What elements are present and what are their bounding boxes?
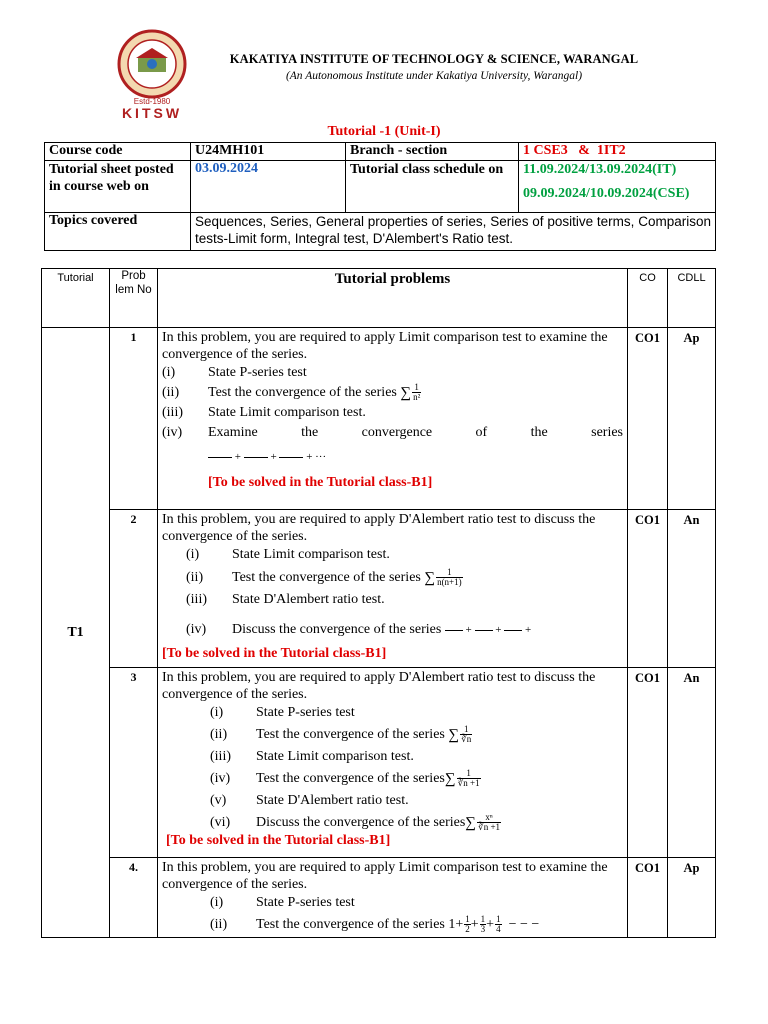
schedule-cse: 09.09.2024/10.09.2024(CSE): [523, 186, 690, 201]
course-code-label: Course code: [45, 143, 191, 161]
problem-number: 3: [110, 668, 158, 858]
problem-item: (iv) Test the convergence of the series ∑ $\frac{1}{∛n +1}$: [210, 768, 480, 788]
problem-number: 4.: [110, 858, 158, 938]
institute-header: [210, 52, 658, 82]
logo-estd: Estd-1980: [133, 97, 171, 106]
col-problem-no: Prob lem No: [110, 269, 158, 328]
problem-item: (i) State Limit comparison test.: [186, 547, 390, 562]
col-tutorial: Tutorial: [42, 269, 110, 328]
problem-item: (iv) Discuss the convergence of the series + + +: [186, 622, 532, 637]
problem-intro: In this problem, you are required to apply Limit comparison test to examine the convergence of the series.: [162, 330, 608, 362]
problem-item: (iv) Examine the convergence of the series: [162, 425, 623, 440]
schedule-label: Tutorial class schedule on: [346, 161, 519, 213]
problems-table: [41, 268, 716, 938]
problem-row-2: [42, 510, 716, 668]
tutorial-title: Tutorial -1 (Unit-I): [327, 124, 441, 139]
cdll-value: Ap: [668, 328, 716, 510]
solve-note: [To be solved in the Tutorial class-B1]: [162, 646, 387, 661]
posted-label: Tutorial sheet posted in course web on: [45, 161, 191, 213]
problem-body: [158, 668, 628, 858]
problem-body: [158, 858, 628, 938]
co-value: CO1: [628, 510, 668, 668]
problem-item: (v) State D'Alembert ratio test.: [210, 793, 409, 808]
branch-value: 1 CSE3 & 1IT2: [519, 143, 716, 161]
topics-value: Sequences, Series, General properties of series, Series of positive terms, Comparison tests-Limit form, Integral test, D'Alembert's Ratio test.: [191, 213, 716, 251]
solve-note: [To be solved in the Tutorial class-B1]: [166, 833, 391, 848]
logo-text: KITSW: [121, 105, 183, 120]
institute-logo: [104, 28, 200, 120]
course-info-table: [44, 142, 716, 251]
institute-subtitle: (An Autonomous Institute under Kakatiya University, Warangal): [285, 70, 583, 82]
course-code-value: U24MH101: [191, 143, 346, 161]
problem-intro: In this problem, you are required to apply D'Alembert ratio test to discuss the convergence of the series.: [162, 512, 596, 544]
problem-item: (ii) Test the convergence of the series ∑ $\frac{1}{n(n+1)}$: [186, 567, 462, 587]
problem-intro: In this problem, you are required to apply D'Alembert ratio test to discuss the convergence of the series.: [162, 670, 596, 702]
co-value: CO1: [628, 328, 668, 510]
problem-item: (i) State P-series test: [162, 365, 307, 380]
co-value: CO1: [628, 668, 668, 858]
problem-item: (i) State P-series test: [210, 895, 355, 910]
cdll-value: Ap: [668, 858, 716, 938]
problem-row-4: [42, 858, 716, 938]
problem-number: 1: [110, 328, 158, 510]
cdll-value: An: [668, 510, 716, 668]
problem-item: (ii) Test the convergence of the series 1+ $\frac{1}{2}$ + $\frac{1}{3}$ + $\frac{1}{4}$ − − −: [210, 914, 540, 934]
schedule-value: [519, 161, 716, 213]
problem-intro: In this problem, you are required to apply Limit comparison test to examine the convergence of the series.: [162, 860, 608, 892]
solve-note: [To be solved in the Tutorial class-B1]: [208, 475, 433, 490]
tutorial-id: T1: [42, 328, 110, 938]
problem-item: (ii) Test the convergence of the series ∑ $\frac{1}{∛n}$: [210, 724, 472, 744]
problem-item: (iii) State D'Alembert ratio test.: [186, 592, 385, 607]
schedule-it: 11.09.2024/13.09.2024(IT): [523, 162, 677, 177]
problem-item: (i) State P-series test: [210, 705, 355, 720]
problem-item: (vi) Discuss the convergence of the series ∑ $\frac{\text{xⁿ}}{∛n +1}$: [210, 812, 501, 832]
problem-item: (ii) Test the convergence of the series ∑ $\frac{1}{\text{n²}}$: [162, 382, 421, 402]
col-cdll: CDLL: [668, 269, 716, 328]
problem-item: (iii) State Limit comparison test.: [162, 405, 366, 420]
cdll-value: An: [668, 668, 716, 858]
col-problems: Tutorial problems: [158, 269, 628, 328]
posted-value: 03.09.2024: [191, 161, 346, 213]
co-value: CO1: [628, 858, 668, 938]
series-expression: + + + ···: [208, 451, 623, 463]
problem-row-1: [42, 328, 716, 510]
topics-label: Topics covered: [45, 213, 191, 251]
problem-body: [158, 328, 628, 510]
problem-body: [158, 510, 628, 668]
col-co: CO: [628, 269, 668, 328]
problem-item: (iii) State Limit comparison test.: [210, 749, 414, 764]
problem-row-3: [42, 668, 716, 858]
institute-name: KAKATIYA INSTITUTE OF TECHNOLOGY & SCIENCE, WARANGAL: [229, 52, 639, 66]
problem-number: 2: [110, 510, 158, 668]
branch-label: Branch - section: [346, 143, 519, 161]
